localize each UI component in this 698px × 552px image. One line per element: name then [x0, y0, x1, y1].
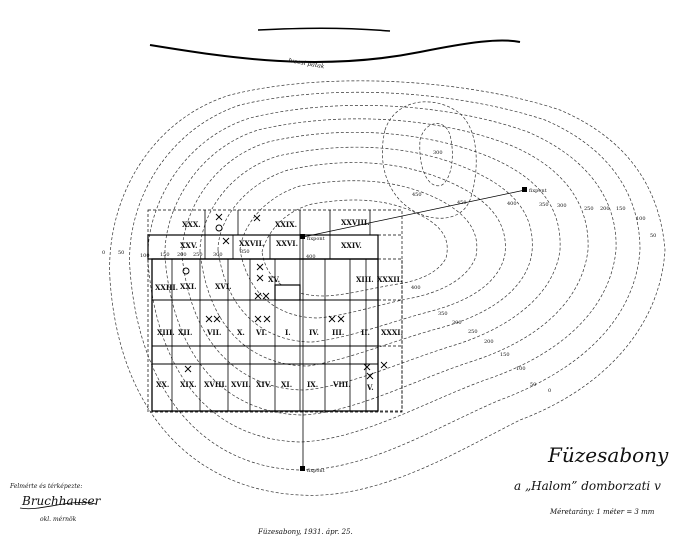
section-label-xx: XX.	[156, 380, 170, 389]
section-label-vii: VII.	[207, 328, 222, 337]
section-label-xxi: XXI.	[180, 282, 197, 291]
cross-marker	[364, 364, 370, 370]
map-subtitle: a „Halom” domborzati v	[514, 479, 661, 493]
cross-marker	[254, 215, 260, 221]
contour-label-250: 250	[193, 252, 203, 258]
contour-label-200-e: 200	[600, 206, 610, 212]
contour-label-350-e: 350	[539, 202, 549, 208]
contour-label-300-s: 300	[452, 320, 462, 326]
peak-elevation-label: 300	[433, 150, 443, 156]
section-label-xxviii: XXVIII.	[341, 218, 370, 227]
contour-label-50-s: 50	[530, 382, 537, 388]
section-label-v: V.	[367, 383, 374, 392]
contour-label-150-e: 150	[616, 206, 626, 212]
section-label-xxvi: XXVI.	[276, 239, 299, 248]
section-label-xxx: XXX.	[182, 220, 201, 229]
section-label-iii: III.	[332, 328, 345, 337]
section-label-xiii: XIII.	[356, 275, 374, 284]
cross-marker	[257, 275, 263, 281]
scale-note: Méretarány: 1 méter = 3 mm	[550, 508, 655, 516]
cross-marker	[206, 316, 212, 322]
cross-marker	[216, 214, 222, 220]
contour-label-400-c: 400	[306, 254, 316, 260]
map-date: Füzesabony, 1931. ápr. 25.	[258, 528, 353, 536]
contour-label-100: 100	[140, 253, 150, 259]
section-label-xi: XI.	[281, 380, 293, 389]
section-label-ix: IX.	[307, 380, 319, 389]
contour-label-400-e: 400	[507, 201, 517, 207]
circle-marker	[183, 268, 189, 274]
section-label-xxiii: XXIII.	[155, 283, 179, 292]
cross-marker	[338, 316, 344, 322]
contour-label-0-s: 0	[548, 388, 552, 394]
contour-label-200-s: 200	[484, 339, 494, 345]
contour-label-100-e: 100	[636, 216, 646, 222]
section-label-xxxi: XXXI.	[381, 328, 404, 337]
contour-label-350-w: 350	[240, 249, 250, 255]
cross-marker	[381, 362, 387, 368]
section-label-vi: VI.	[256, 328, 268, 337]
fixpont-label-ne: fixpont	[529, 188, 547, 194]
section-label-xxiv: XXIV.	[341, 241, 362, 250]
contour-label-150-s: 150	[500, 352, 510, 358]
section-label-xxvii: XXVII.	[239, 239, 265, 248]
fixpont-marker-ne	[522, 187, 527, 192]
grid-trench-xv	[275, 285, 300, 300]
contour-label-50-e: 50	[650, 233, 657, 239]
contour-values	[102, 150, 656, 394]
section-label-xiii-b: XIII.	[157, 328, 175, 337]
contour-label-200: 200	[177, 252, 187, 258]
section-label-x: X.	[237, 328, 245, 337]
surveyor-signature: Bruchhauser	[22, 494, 101, 508]
map-title: Füzesabony	[548, 443, 669, 467]
contour-label-0: 0	[102, 250, 106, 256]
section-label-ii: II.	[361, 328, 370, 337]
section-label-xiv: XIV.	[256, 380, 272, 389]
cross-marker	[367, 373, 373, 379]
cross-marker	[185, 366, 191, 372]
circle-marker	[216, 225, 222, 231]
contour-label-250-s: 250	[468, 329, 478, 335]
cross-marker	[255, 316, 261, 322]
river-bank-line	[150, 40, 520, 62]
cross-marker	[329, 316, 335, 322]
section-label-i: I.	[285, 328, 291, 337]
river-upper-line	[258, 28, 390, 31]
section-label-xvii: XVII.	[231, 380, 251, 389]
section-label-xxxii: XXXII.	[377, 275, 403, 284]
contour-300	[218, 163, 505, 342]
contour-label-300-w: 300	[213, 252, 223, 258]
section-label-xvi: XVI.	[215, 282, 232, 291]
cross-marker	[257, 264, 263, 270]
section-label-iv: IV.	[309, 328, 319, 337]
contour-label-150: 150	[160, 252, 170, 258]
engineer-label: okl. mérnök	[40, 516, 77, 523]
cross-marker	[223, 238, 229, 244]
section-label-xii: XII.	[178, 328, 193, 337]
contour-label-250-e: 250	[584, 206, 594, 212]
contour-label-300-e: 300	[557, 203, 567, 209]
contour-label-400-s: 400	[411, 285, 421, 291]
contour-label-50: 50	[118, 250, 125, 256]
contour-label-100-s: 100	[516, 366, 526, 372]
river-label: Ivecsi patak	[287, 57, 325, 71]
contour-label-350-s: 350	[438, 311, 448, 317]
fixpont-marker-s	[300, 466, 305, 471]
fixpont-label-s: fixpont	[307, 468, 325, 474]
cross-marker	[263, 293, 269, 299]
section-label-xxv: XXV.	[180, 241, 198, 250]
section-label-viii: VIII.	[333, 380, 351, 389]
section-label-xviii: XVIII.	[204, 380, 228, 389]
contour-label-450: 450	[412, 192, 422, 198]
contour-label-450-b: 450	[457, 200, 467, 206]
section-label-xv: XV.	[268, 275, 281, 284]
cross-marker	[214, 316, 220, 322]
section-label-xxix: XXIX.	[275, 220, 298, 229]
cross-marker	[255, 293, 261, 299]
section-label-xix: XIX.	[180, 380, 197, 389]
surveyor-note: Felmérte és térképezte:	[10, 483, 83, 490]
fixpont-label-center: fixpont	[307, 236, 325, 242]
cross-marker	[264, 316, 270, 322]
contour-100	[148, 105, 616, 442]
